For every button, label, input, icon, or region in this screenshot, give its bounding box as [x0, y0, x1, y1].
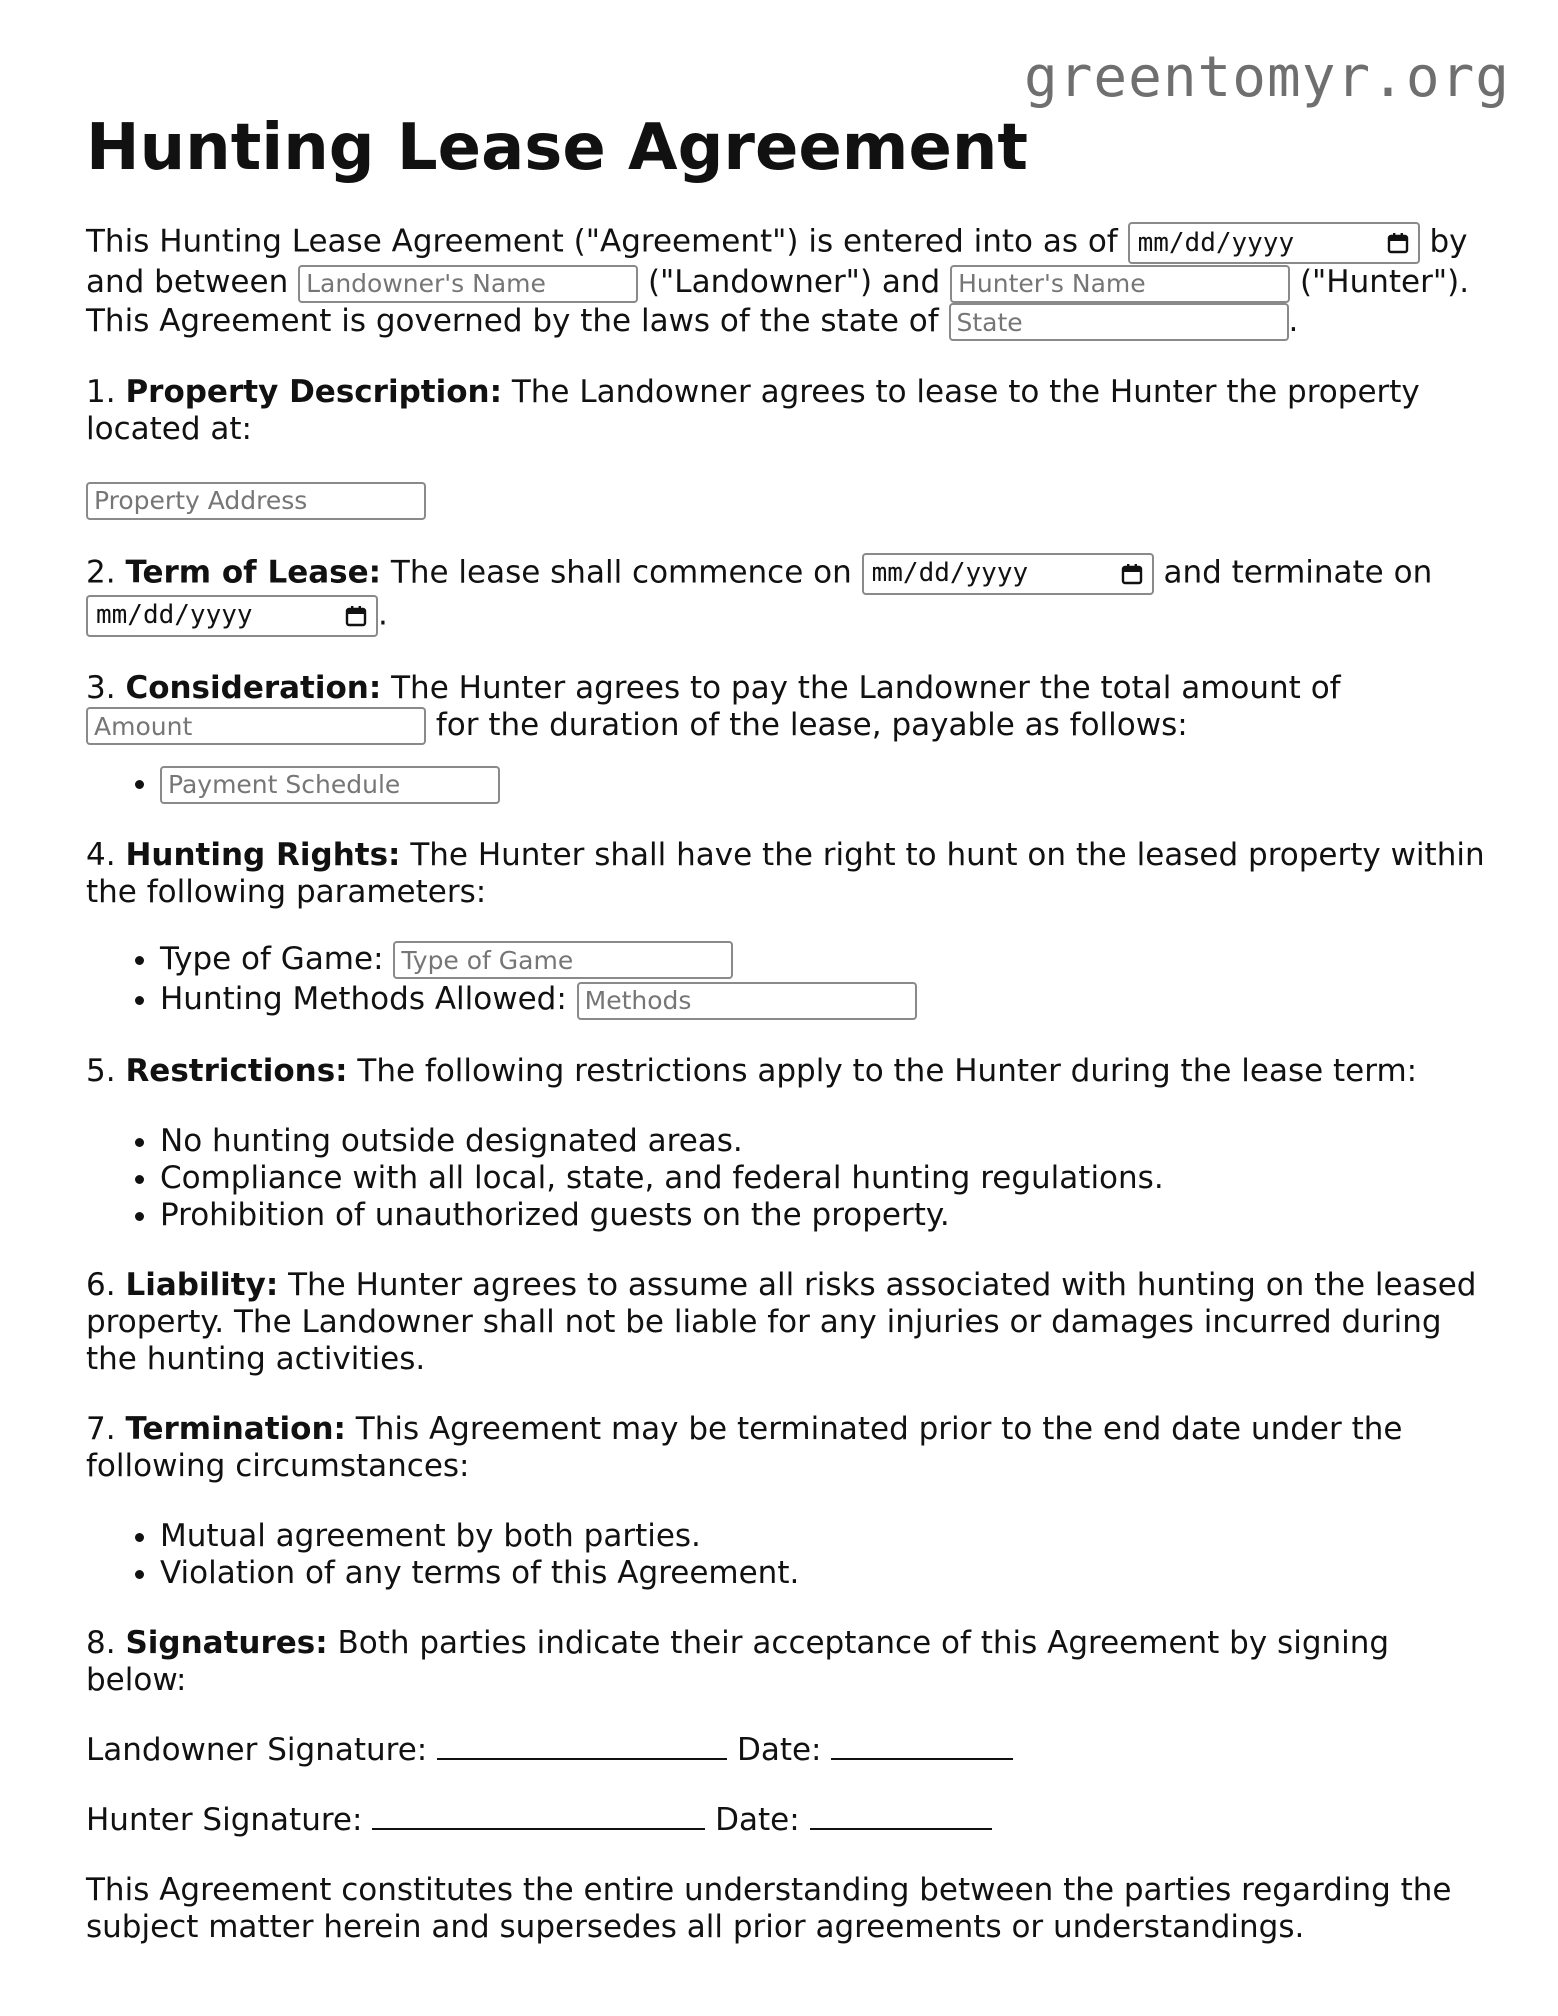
agreement-date-input[interactable]	[1128, 222, 1420, 264]
intro-text-1: This Hunting Lease Agreement ("Agreement") is entered into as of	[86, 223, 1118, 260]
term-text-3: .	[378, 596, 388, 632]
agreement-date-placeholder: mm/dd/yyyy	[1137, 227, 1295, 258]
lease-start-date-placeholder: mm/dd/yyyy	[871, 558, 1029, 588]
section-text: The Hunter agrees to assume all risks associated with hunting on the leased property. The Landowner shall not be liable for any injuries or damages incurred during the hunting activities.	[86, 1266, 1477, 1377]
section-heading: Property Description:	[125, 374, 502, 410]
landowner-signature-label: Landowner Signature:	[86, 1731, 428, 1768]
lease-end-date-placeholder: mm/dd/yyyy	[96, 600, 253, 630]
game-type-input[interactable]	[393, 941, 733, 979]
termination-list	[86, 1518, 1486, 1592]
section-number: 3.	[86, 669, 116, 706]
landowner-signature-line	[437, 1732, 727, 1760]
hunter-signature-line	[372, 1802, 705, 1830]
closing-paragraph: This Agreement constitutes the entire understanding between the parties regarding the subject matter herein and supersedes all prior agreements or understandings.	[86, 1871, 1452, 1945]
property-address-input[interactable]	[86, 482, 426, 520]
section-number: 4.	[86, 836, 116, 873]
list-item: • Mutual agreement by both parties.	[160, 1518, 1486, 1555]
list-item: • Violation of any terms of this Agreement.	[160, 1555, 1486, 1592]
section-heading: Consideration:	[125, 669, 382, 706]
section-restrictions	[86, 1053, 1486, 1090]
date-label: Date:	[715, 1801, 800, 1838]
calendar-icon[interactable]	[1386, 231, 1410, 255]
calendar-icon[interactable]	[1120, 562, 1144, 586]
section-number: 1.	[86, 374, 116, 410]
landowner-signature-row	[86, 1732, 1486, 1769]
lease-end-date-input[interactable]	[86, 595, 378, 637]
watermark: greentomyr.org	[1023, 45, 1510, 110]
methods-input[interactable]	[577, 982, 917, 1020]
list-item	[160, 765, 1486, 804]
section-number: 6.	[86, 1266, 116, 1303]
game-label: Type of Game:	[160, 940, 384, 977]
restrictions-list	[86, 1123, 1486, 1234]
methods-label: Hunting Methods Allowed:	[160, 981, 567, 1017]
hunter-date-line	[810, 1802, 992, 1830]
intro-text-2: by and between	[86, 223, 1468, 300]
section-text: This Agreement may be terminated prior to the end date under the following circumstances:	[86, 1410, 1403, 1484]
calendar-icon[interactable]	[344, 604, 368, 628]
section-number: 7.	[86, 1410, 116, 1447]
intro-text-5: .	[1288, 302, 1299, 339]
hunting-rights-list	[86, 941, 1486, 1020]
section-property	[86, 374, 1486, 448]
section-termination	[86, 1411, 1486, 1485]
list-item	[160, 981, 1486, 1020]
landowner-date-line	[831, 1732, 1013, 1760]
list-item	[160, 941, 1486, 980]
consideration-text-1: The Hunter agrees to pay the Landowner the total amount of	[391, 669, 1341, 706]
list-item: • Prohibition of unauthorized guests on the property.	[160, 1197, 1486, 1234]
section-text: Both parties indicate their acceptance of this Agreement by signing below:	[86, 1624, 1390, 1698]
lease-start-date-input[interactable]	[862, 553, 1154, 595]
section-number: 2.	[86, 554, 116, 590]
section-liability	[86, 1267, 1486, 1378]
intro-text-3: ("Landowner") and	[647, 264, 941, 300]
section-heading: Term of Lease:	[125, 554, 382, 590]
hunter-signature-row	[86, 1802, 1486, 1839]
intro-text-4: ("Hunter"). This Agreement is governed by the laws of the state of	[86, 264, 1470, 339]
section-signatures	[86, 1625, 1486, 1699]
section-heading: Hunting Rights:	[125, 836, 401, 873]
state-input[interactable]	[949, 303, 1289, 341]
section-heading: Signatures:	[125, 1624, 328, 1661]
list-item: • Compliance with all local, state, and federal hunting regulations.	[160, 1160, 1486, 1197]
date-label: Date:	[736, 1731, 822, 1768]
list-item: • No hunting outside designated areas.	[160, 1123, 1486, 1160]
section-number: 8.	[86, 1624, 116, 1661]
landowner-name-input[interactable]	[298, 265, 638, 303]
term-text-1: The lease shall commence on	[390, 554, 852, 590]
consideration-text-2: for the duration of the lease, payable as follows:	[435, 706, 1188, 743]
amount-input[interactable]	[86, 707, 426, 745]
agreement-body	[86, 222, 1486, 1979]
section-rights	[86, 837, 1486, 911]
intro-paragraph	[86, 222, 1486, 341]
section-heading: Liability:	[125, 1266, 279, 1303]
page-title: Hunting Lease Agreement	[86, 111, 1028, 185]
section-consideration	[86, 670, 1486, 746]
section-number: 5.	[86, 1052, 116, 1089]
section-heading: Restrictions:	[125, 1052, 348, 1089]
hunter-signature-label: Hunter Signature:	[86, 1801, 363, 1838]
section-heading: Termination:	[125, 1410, 346, 1447]
hunter-name-input[interactable]	[950, 265, 1290, 303]
term-text-2: and terminate on	[1163, 554, 1433, 590]
section-text: The Landowner agrees to lease to the Hunter the property located at:	[86, 374, 1420, 447]
payment-list	[86, 765, 1486, 804]
section-text: The following restrictions apply to the Hunter during the lease term:	[357, 1052, 1418, 1089]
property-address-row	[86, 481, 1486, 520]
section-term	[86, 553, 1486, 637]
section-text: The Hunter shall have the right to hunt on the leased property within the following parameters:	[86, 836, 1485, 910]
payment-schedule-input[interactable]	[160, 766, 500, 804]
